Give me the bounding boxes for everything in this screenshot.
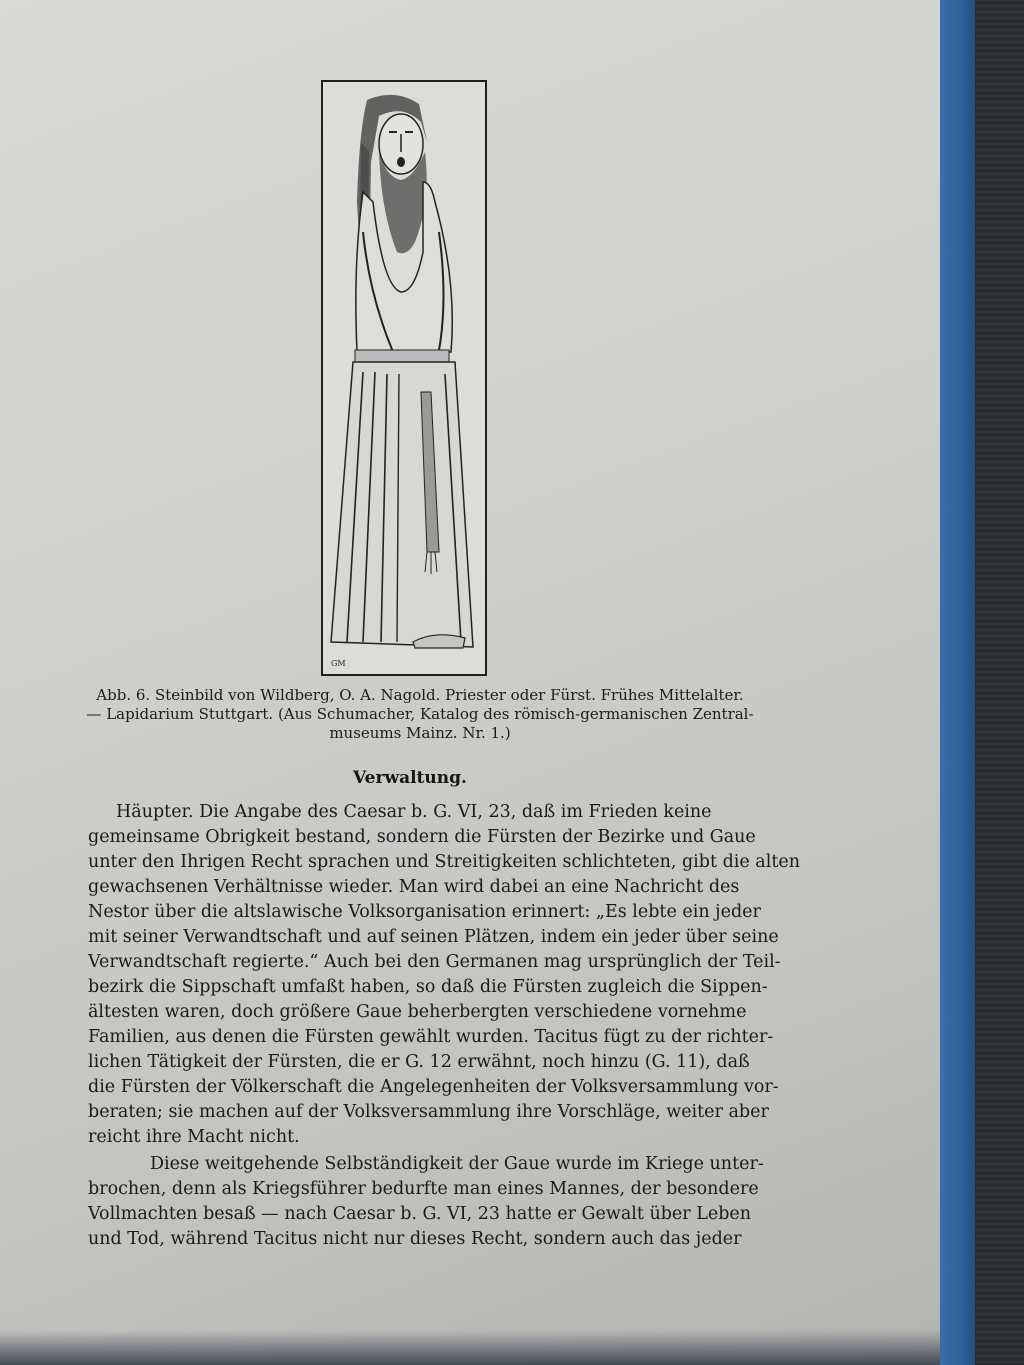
text-line: Verwandtschaft regierte.“ Auch bei den Germanen mag ursprünglich der Teil- bbox=[88, 952, 781, 972]
paragraph-2 bbox=[88, 1152, 764, 1252]
text-line: ältesten waren, doch größere Gaue beherbergten verschiedene vornehme bbox=[88, 1002, 747, 1022]
text-line: Nestor über die altslawische Volksorganisation erinnert: „Es lebte ein jeder bbox=[88, 902, 761, 922]
section-heading: Verwaltung. bbox=[353, 768, 467, 788]
text-line: Diese weitgehende Selbständigkeit der Gaue wurde im Kriege unter- bbox=[150, 1154, 764, 1174]
caption-line-3: museums Mainz. Nr. 1.) bbox=[329, 724, 511, 742]
text-line: Häupter. Die Angabe des Caesar b. G. VI, 23, daß im Frieden keine bbox=[116, 802, 712, 822]
artist-signature: GM bbox=[331, 659, 346, 668]
book-cover-edge bbox=[940, 0, 980, 1365]
background-fabric bbox=[975, 0, 1024, 1365]
text-line: bezirk die Sippschaft umfaßt haben, so daß die Fürsten zugleich die Sippen- bbox=[88, 977, 768, 997]
text-line: reicht ihre Macht nicht. bbox=[88, 1127, 300, 1147]
caption-line-1: Abb. 6. Steinbild von Wildberg, O. A. Nagold. Priester oder Fürst. Frühes Mittelalter. bbox=[96, 686, 744, 704]
text-line: beraten; sie machen auf der Volksversammlung ihre Vorschläge, weiter aber bbox=[88, 1102, 769, 1122]
caption-line-2: — Lapidarium Stuttgart. (Aus Schumacher, Katalog des römisch-germanischen Zentral- bbox=[86, 705, 754, 723]
text-line: gewachsenen Verhältnisse wieder. Man wird dabei an eine Nachricht des bbox=[88, 877, 740, 897]
figure-illustration bbox=[321, 80, 487, 676]
page-edge-shadow bbox=[0, 1330, 955, 1365]
text-line: die Fürsten der Völkerschaft die Angelegenheiten der Volksversammlung vor- bbox=[88, 1077, 779, 1097]
text-line: Familien, aus denen die Fürsten gewählt wurden. Tacitus fügt zu der richter- bbox=[88, 1027, 774, 1047]
text-line: unter den Ihrigen Recht sprachen und Streitigkeiten schlichteten, gibt die alten bbox=[88, 852, 800, 872]
paragraph-1 bbox=[88, 800, 800, 1150]
stone-figure-drawing bbox=[323, 82, 485, 674]
text-line: und Tod, während Tacitus nicht nur dieses Recht, sondern auch das jeder bbox=[88, 1229, 742, 1249]
text-line: gemeinsame Obrigkeit bestand, sondern die Fürsten der Bezirke und Gaue bbox=[88, 827, 756, 847]
text-line: brochen, denn als Kriegsführer bedurfte man eines Mannes, der besondere bbox=[88, 1179, 759, 1199]
text-line: lichen Tätigkeit der Fürsten, die er G. 12 erwähnt, noch hinzu (G. 11), daß bbox=[88, 1052, 750, 1072]
text-line: Vollmachten besaß — nach Caesar b. G. VI, 23 hatte er Gewalt über Leben bbox=[88, 1204, 752, 1224]
figure-caption bbox=[80, 686, 760, 743]
text-line: mit seiner Verwandtschaft und auf seinen Plätzen, indem ein jeder über seine bbox=[88, 927, 779, 947]
